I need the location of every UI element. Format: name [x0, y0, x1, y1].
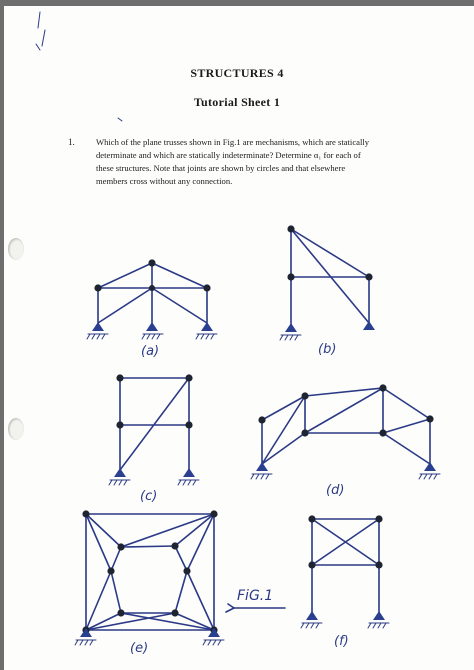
truss-f — [301, 515, 389, 628]
question-line-1: Which of the plane trusses shown in Fig.1 are mechanisms, which are statically — [96, 137, 370, 147]
figure-caption: FiG.1 — [237, 588, 274, 604]
label-a: (a) — [141, 344, 160, 359]
truss-c — [109, 374, 199, 485]
truss-e — [75, 510, 224, 645]
truss-d — [251, 384, 440, 479]
question-number: 1. — [68, 137, 75, 147]
sheet-title: STRUCTURES 4 — [190, 66, 284, 80]
label-e: (e) — [130, 641, 149, 656]
truss-a — [87, 259, 217, 339]
truss-b — [280, 225, 375, 340]
label-f: (f) — [334, 634, 349, 649]
question-line-3: these structures. Note that joints are shown by circles and that elsewhere — [96, 163, 346, 173]
label-c: (c) — [140, 489, 158, 504]
sheet-subtitle: Tutorial Sheet 1 — [193, 95, 281, 109]
question-line-2: determinate and which are statically indeterminate? Determine α₁ for each of — [96, 150, 361, 160]
question-line-4: members cross without any connection. — [96, 176, 233, 186]
label-d: (d) — [326, 483, 345, 498]
label-b: (b) — [318, 342, 337, 357]
